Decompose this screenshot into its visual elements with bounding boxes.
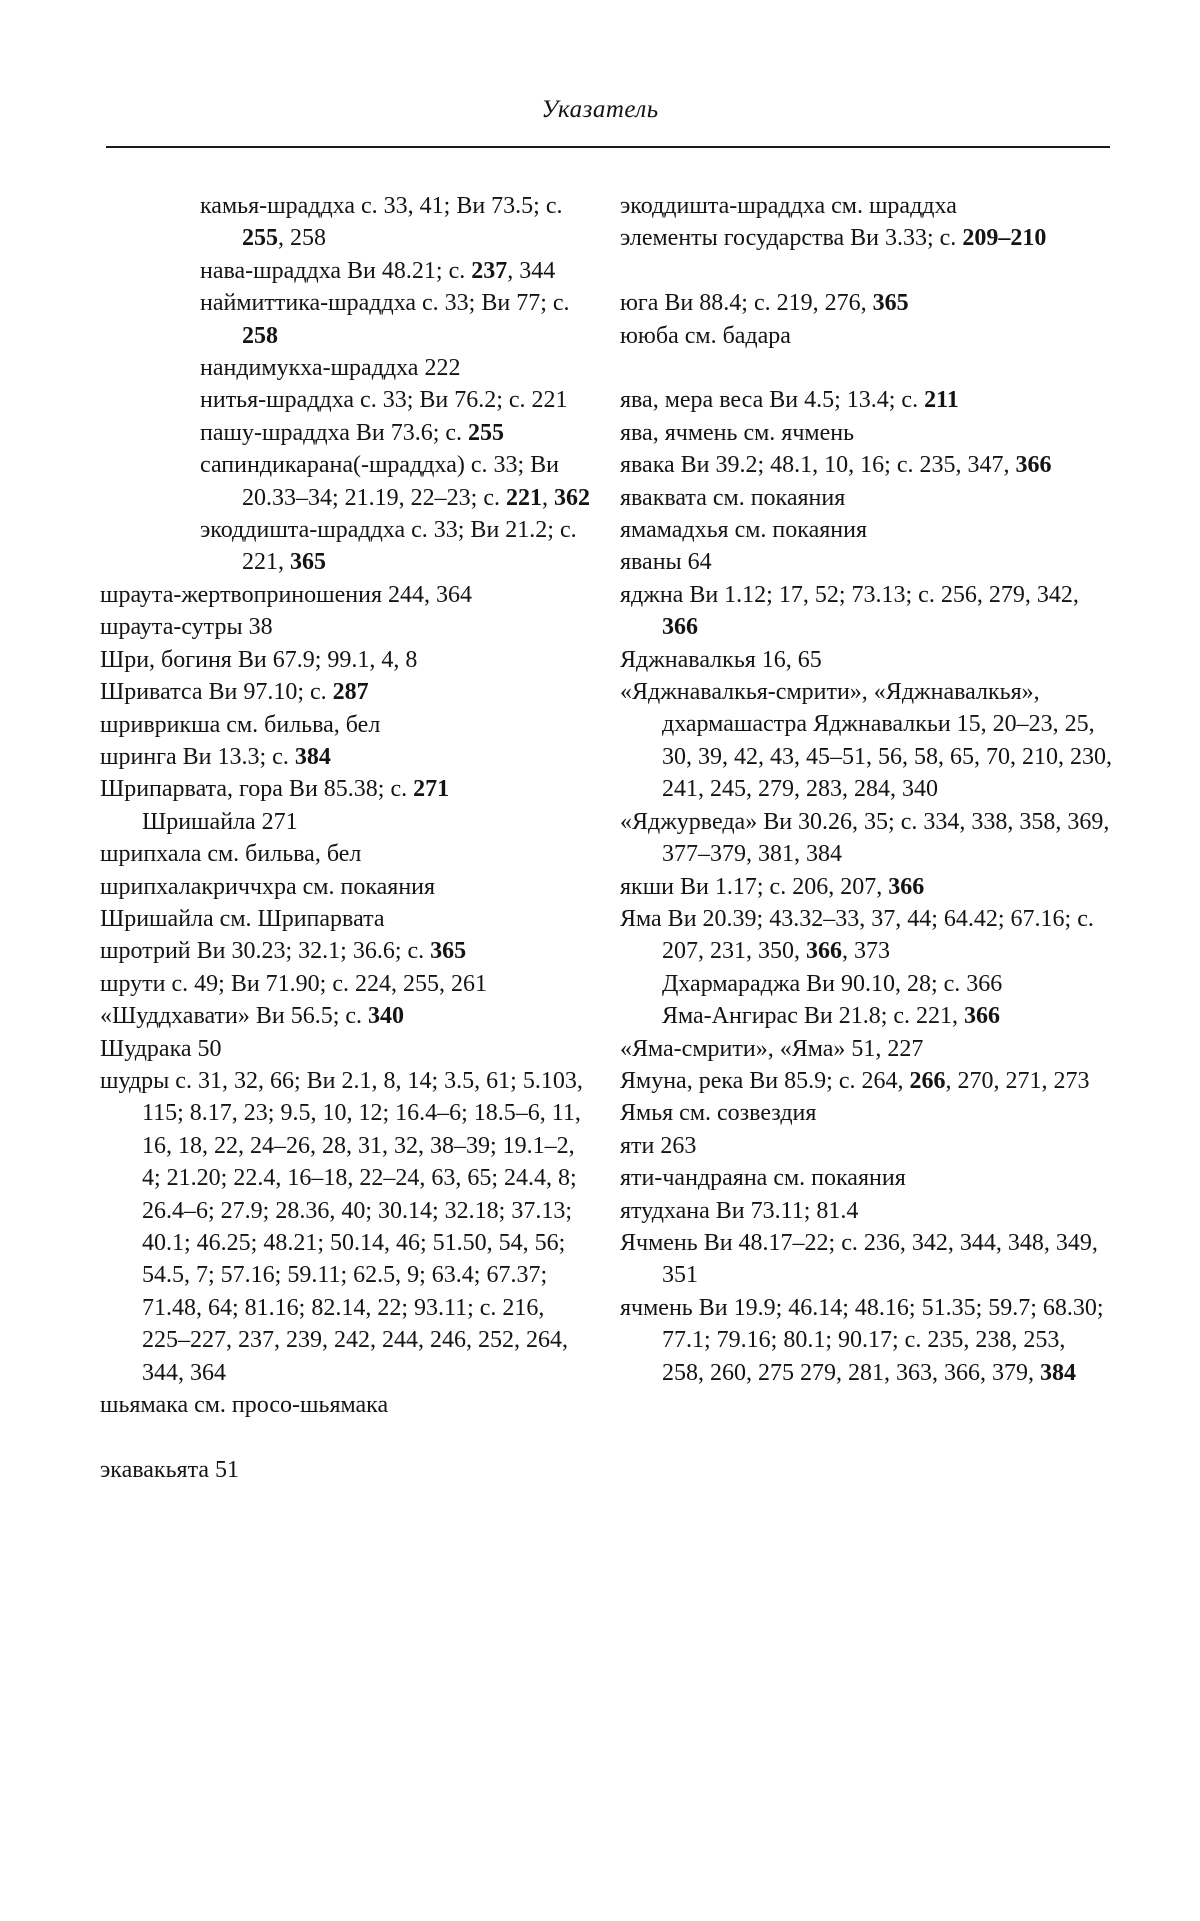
bold-page-ref: 384 [1040,1359,1076,1386]
index-entry: Дхармараджа Ви 90.10, 28; с. 366 [662,970,1003,997]
header-rule [106,146,1110,148]
index-entry: Яма Ви 20.39; 43.32–33, 37, 44; 64.42; 67.16; с. 207, 231, 350, 366, 373 [620,905,1094,965]
index-entry: Шри, богиня Ви 67.9; 99.1, 4, 8 [100,646,418,673]
bold-page-ref: 237 [471,257,508,284]
index-entry: шрипхала см. бильва, бел [100,841,362,868]
bold-page-ref: 366 [1015,452,1052,479]
bold-page-ref: 211 [924,387,959,414]
index-entry: яджна Ви 1.12; 17, 52; 73.13; с. 256, 279, 342, 366 [620,581,1079,641]
index-entry: сапиндикарана(-шраддха) с. 33; Ви 20.33–34; 21.19, 22–23; с. 221, 362 [200,452,590,511]
bold-page-ref: 362 [554,484,590,511]
bold-page-ref: 366 [662,614,698,641]
index-entry: Шришайла см. Шрипарвата [100,905,385,932]
index-entry: нандимукха-шраддха 222 [200,355,461,382]
bold-page-ref: 365 [872,290,909,317]
index-entry: «Яджурведа» Ви 30.26, 35; с. 334, 338, 358, 369, 377–379, 381, 384 [620,808,1110,868]
index-entry: ява, мера веса Ви 4.5; 13.4; с. 211 [620,387,959,414]
bold-page-ref: 255 [242,225,278,252]
index-entry: ямамадхья см. покаяния [620,517,867,544]
index-entry: нава-шраддха Ви 48.21; с. 237, 344 [200,257,556,284]
index-entry: экоддишта-шраддха с. 33; Ви 21.2; с. 221, 365 [200,517,577,576]
bold-page-ref: 365 [430,938,467,965]
bold-page-ref: 221 [506,484,542,511]
index-entry: «Яджнавалкья-смрити», «Яджнавалкья», дхармашастра Яджнавалкьи 15, 20–23, 25, 30, 39, 42, 43, 45–51, 56, 58, 65, 70, 210, 230, 241, 245, 279, 283, 284, 340 [620,679,1112,803]
index-entry: наймиттика-шраддха с. 33; Ви 77; с. 258 [200,290,570,349]
bold-page-ref: 271 [413,776,450,803]
index-entry: «Шуддхавати» Ви 56.5; с. 340 [100,1003,405,1030]
index-entry: шраута-жертвоприношения 244, 364 [100,581,472,608]
index-entry: камья-шраддха с. 33, 41; Ви 73.5; с. 255, 258 [200,193,563,252]
index-column-left [100,190,595,1486]
index-entry: Яма-Ангирас Ви 21.8; с. 221, 366 [662,1003,1001,1030]
index-entry: якши Ви 1.17; с. 206, 207, 366 [620,873,925,900]
index-entry: явака Ви 39.2; 48.1, 10, 16; с. 235, 347, 366 [620,452,1052,479]
index-entry: Шриватса Ви 97.10; с. 287 [100,679,369,706]
index-entry: шьямака см. просо-шьямака [100,1392,389,1419]
index-entry: шраута-сутры 38 [100,614,273,641]
index-entry: Шрипарвата, гора Ви 85.38; с. 271 [100,776,450,803]
index-column-right [620,190,1112,1389]
index-entry: ячмень Ви 19.9; 46.14; 48.16; 51.35; 59.7; 68.30; 77.1; 79.16; 80.1; 90.17; с. 235, 238, 253, 258, 260, 275 279, 281, 363, 366, 379, 384 [620,1294,1104,1386]
index-entry: яваквата см. покаяния [620,484,846,511]
bold-page-ref: 340 [368,1003,405,1030]
index-entry: шрути с. 49; Ви 71.90; с. 224, 255, 261 [100,970,487,997]
bold-page-ref: 365 [290,549,326,576]
index-entry: Яджнавалкья 16, 65 [620,646,822,673]
index-entry: экоддишта-шраддха см. шраддха [620,193,957,219]
index-entry: Ячмень Ви 48.17–22; с. 236, 342, 344, 348, 349, 351 [620,1229,1098,1289]
running-header: Указатель [541,96,659,123]
index-entry: Ямуна, река Ви 85.9; с. 264, 266, 270, 271, 273 [620,1067,1090,1094]
index-entry: Шришайла 271 [142,808,298,835]
index-entry: нитья-шраддха с. 33; Ви 76.2; с. 221 [200,387,568,414]
index-entry: элементы государства Ви 3.33; с. 209–210 [620,225,1047,252]
index-entry: шрипхалакриччхра см. покаяния [100,873,436,900]
bold-page-ref: 366 [964,1003,1001,1030]
bold-page-ref: 366 [888,873,925,900]
index-entry: ятудхана Ви 73.11; 81.4 [620,1197,859,1224]
index-entry: пашу-шраддха Ви 73.6; с. 255 [200,419,505,446]
index-entry: Шудрака 50 [100,1035,222,1062]
index-entry: экавакьята 51 [100,1456,239,1483]
index-entry: юга Ви 88.4; с. 219, 276, 365 [620,290,909,317]
index-entry: яти-чандраяна см. покаяния [620,1165,906,1192]
index-entry: Ямья см. созвездия [620,1100,817,1127]
index-entry: ява, ячмень см. ячмень [620,419,855,446]
bold-page-ref: 366 [806,938,842,965]
index-entry: яти 263 [620,1132,697,1159]
bold-page-ref: 266 [909,1067,946,1094]
index-entry: шриврикша см. бильва, бел [100,711,381,738]
bold-page-ref: 255 [468,419,505,446]
index-entry: шротрий Ви 30.23; 32.1; 36.6; с. 365 [100,938,467,965]
index-entry: шринга Ви 13.3; с. 384 [100,743,331,770]
index-entry: яваны 64 [620,549,712,576]
index-entry: ююба см. бадара [620,322,791,349]
index-entry: «Яма-смрити», «Яма» 51, 227 [620,1035,924,1062]
bold-page-ref: 258 [242,322,278,349]
bold-page-ref: 209–210 [962,225,1047,252]
index-entry: шудры с. 31, 32, 66; Ви 2.1, 8, 14; 3.5, 61; 5.103, 115; 8.17, 23; 9.5, 10, 12; 16.4–6; 18.5–6, 11, 16, 18, 22, 24–26, 28, 31, 32, 38–39; 19.1–2, 4; 21.20; 22.4, 16–18, 22–24, 63, 65; 24.4, 8; 26.4–6; 27.9; 28.36, 40; 30.14; 32.18; 37.13; 40.1; 46.25; 48.21; 50.14, 46; 51.50, 54, 56; 54.5, 7; 57.16; 59.11; 62.5, 9; 63.4; 67.37; 71.48, 64; 81.16; 82.14, 22; 93.11; с. 216, 225–227, 237, 239, 242, 244, 246, 252, 264, 344, 364 [100,1067,583,1386]
bold-page-ref: 287 [332,679,369,706]
bold-page-ref: 384 [294,743,331,770]
